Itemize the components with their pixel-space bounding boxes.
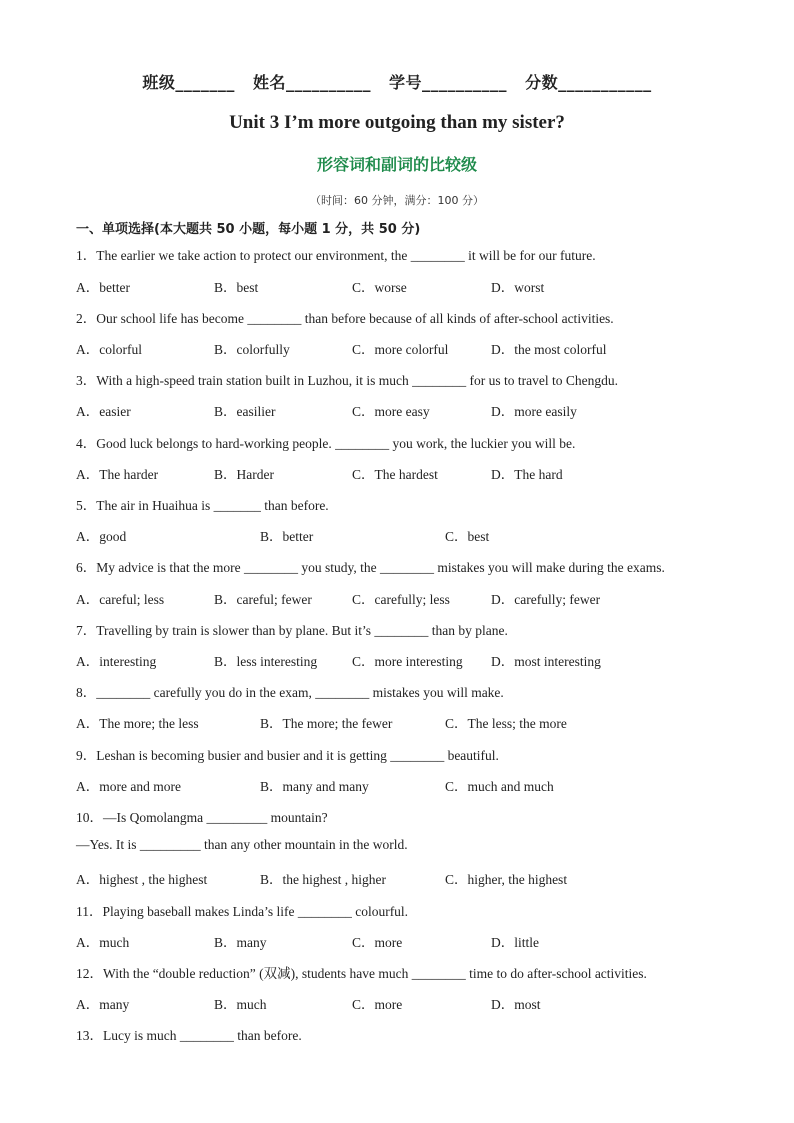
class-field[interactable]: 班级_______ <box>142 73 235 92</box>
q9-option-a[interactable]: A．more and more <box>76 779 181 794</box>
q4-option-c[interactable]: C．The hardest <box>352 467 438 482</box>
q6-option-a[interactable]: A．careful; less <box>76 592 165 607</box>
question-12: 12．With the “double reduction” (双减), students have much ________ time to do after-school activities. <box>76 966 647 981</box>
score-field[interactable]: 分数___________ <box>525 73 652 92</box>
q7-option-c[interactable]: C．more interesting <box>352 654 463 669</box>
q3-option-b[interactable]: B．easilier <box>214 404 276 419</box>
question-2: 2．Our school life has become ________ than before because of all kinds of after-school activities. <box>76 311 614 326</box>
q3-option-a[interactable]: A．easier <box>76 404 131 419</box>
q5-option-b[interactable]: B．better <box>260 529 314 544</box>
q11-option-b[interactable]: B．many <box>214 935 267 950</box>
q11-option-c[interactable]: C．more <box>352 935 403 950</box>
q10-option-b[interactable]: B．the highest , higher <box>260 872 386 887</box>
q4-option-d[interactable]: D．The hard <box>491 467 563 482</box>
question-5: 5．The air in Huaihua is _______ than before. <box>76 498 329 513</box>
q6-option-d[interactable]: D．carefully; fewer <box>491 592 601 607</box>
q1-option-a[interactable]: A．better <box>76 280 130 295</box>
worksheet-subtitle: 形容词和副词的比较级 <box>316 155 477 174</box>
time-score-info: （时间：60 分钟，满分：100 分） <box>310 194 484 207</box>
q3-option-c[interactable]: C．more easy <box>352 404 430 419</box>
question-6: 6．My advice is that the more ________ you study, the ________ mistakes you will make during the exams. <box>76 560 665 575</box>
q3-option-d[interactable]: D．more easily <box>491 404 577 419</box>
q10-option-a[interactable]: A．highest , the highest <box>76 872 208 887</box>
worksheet-title: Unit 3 I’m more outgoing than my sister? <box>229 112 565 133</box>
q7-option-a[interactable]: A．interesting <box>76 654 157 669</box>
q5-option-c[interactable]: C．best <box>445 529 490 544</box>
q1-option-c[interactable]: C．worse <box>352 280 407 295</box>
q7-option-d[interactable]: D．most interesting <box>491 654 601 669</box>
q8-option-a[interactable]: A．The more; the less <box>76 716 199 731</box>
q6-option-b[interactable]: B．careful; fewer <box>214 592 312 607</box>
q4-option-b[interactable]: B．Harder <box>214 467 274 482</box>
question-10: 10．—Is Qomolangma _________ mountain? <box>76 810 328 825</box>
name-field[interactable]: 姓名__________ <box>252 73 371 92</box>
q12-option-a[interactable]: A．many <box>76 997 130 1012</box>
q4-option-a[interactable]: A．The harder <box>76 467 159 482</box>
question-8: 8．________ carefully you do in the exam, ________ mistakes you will make. <box>76 685 504 700</box>
q1-option-d[interactable]: D．worst <box>491 280 545 295</box>
q5-option-a[interactable]: A．good <box>76 529 127 544</box>
q6-option-c[interactable]: C．carefully; less <box>352 592 450 607</box>
question-1: 1．The earlier we take action to protect our environment, the ________ it will be for our future. <box>76 248 596 263</box>
question-10-reply: —Yes. It is _________ than any other mountain in the world. <box>76 837 408 852</box>
q1-option-b[interactable]: B．best <box>214 280 259 295</box>
q10-option-c[interactable]: C．higher, the highest <box>445 872 568 887</box>
question-3: 3．With a high-speed train station built in Luzhou, it is much ________ for us to travel to Chengdu. <box>76 373 619 388</box>
q2-option-d[interactable]: D．the most colorful <box>491 342 607 357</box>
q11-option-d[interactable]: D．little <box>491 935 539 950</box>
question-4: 4．Good luck belongs to hard-working people. ________ you work, the luckier you will be. <box>76 436 576 451</box>
question-11: 11．Playing baseball makes Linda’s life ________ colourful. <box>76 904 409 919</box>
student-info-header <box>0 70 794 93</box>
q8-option-c[interactable]: C．The less; the more <box>445 716 567 731</box>
q12-option-d[interactable]: D．most <box>491 997 541 1012</box>
question-9: 9．Leshan is becoming busier and busier and it is getting ________ beautiful. <box>76 748 499 763</box>
q8-option-b[interactable]: B．The more; the fewer <box>260 716 393 731</box>
q2-option-b[interactable]: B．colorfully <box>214 342 290 357</box>
q9-option-c[interactable]: C．much and much <box>445 779 554 794</box>
q7-option-b[interactable]: B．less interesting <box>214 654 318 669</box>
question-13: 13．Lucy is much ________ than before. <box>76 1028 302 1043</box>
student-id-field[interactable]: 学号__________ <box>389 73 508 92</box>
section-heading: 一、单项选择(本大题共 50 小题，每小题 1 分，共 50 分) <box>76 222 421 237</box>
question-7: 7．Travelling by train is slower than by plane. But it’s ________ than by plane. <box>76 623 508 638</box>
q12-option-b[interactable]: B．much <box>214 997 267 1012</box>
q11-option-a[interactable]: A．much <box>76 935 130 950</box>
q12-option-c[interactable]: C．more <box>352 997 403 1012</box>
q2-option-a[interactable]: A．colorful <box>76 342 142 357</box>
q9-option-b[interactable]: B．many and many <box>260 779 369 794</box>
q2-option-c[interactable]: C．more colorful <box>352 342 449 357</box>
